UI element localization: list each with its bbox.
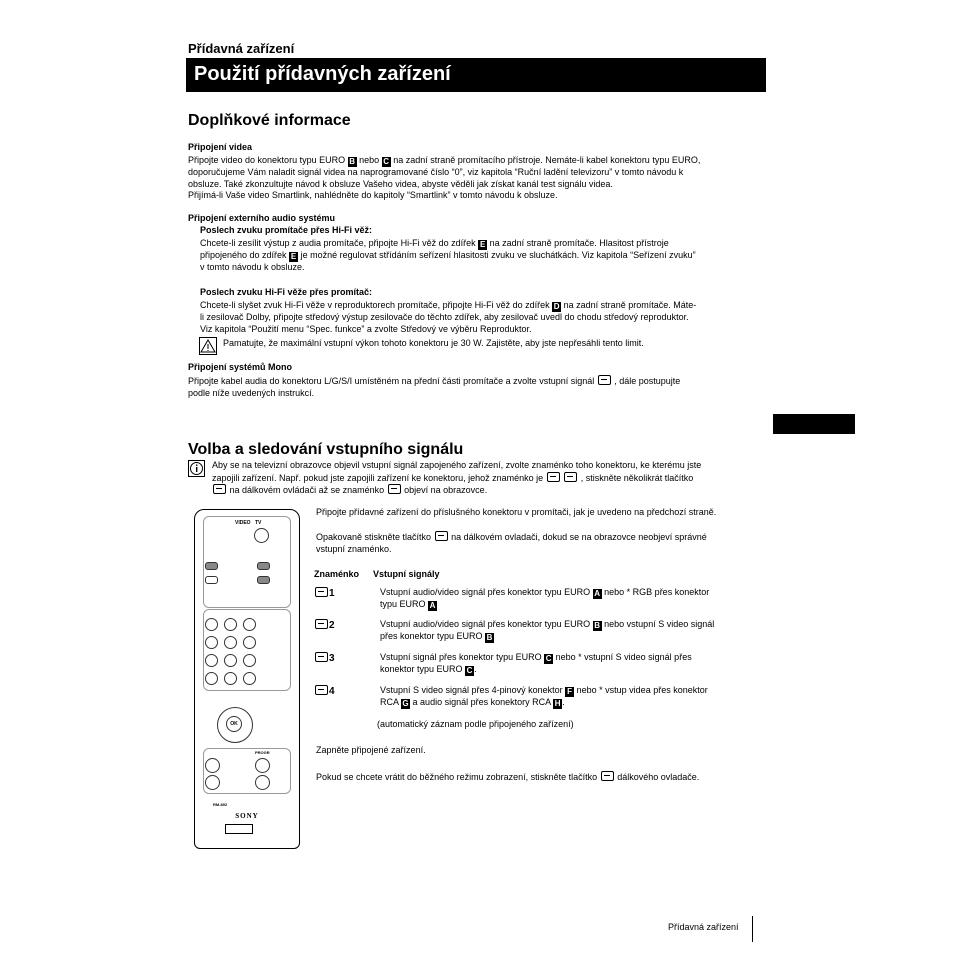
input-icon [547,472,560,482]
mono-paragraph: Připojte kabel audia do konektoru L/G/S/I umístěném na přední části promítače a zvolte vstupní signál , dále postupujte podle níže uvedených instrukcí. [188,376,681,398]
connector-d: D [553,302,560,311]
step-4: Pokud se chcete vrátit do běžného režimu zobrazení, stiskněte tlačítko dálkového ovladače. [316,772,700,782]
auto-note: (automatický záznam podle připojeného zařízení) [377,719,574,729]
step-2: Opakovaně stiskněte tlačítko na dálkovém ovladači, dokud se na obrazovce neobjeví správné vstupní znaménko. [316,532,707,554]
connector-c: C [383,157,390,166]
connector-e: E [290,252,297,261]
input-icon [598,375,611,385]
connector-e: E [479,240,486,249]
subheading-hifi-1: Poslech zvuku promítače přes Hi-Fi věž: [200,225,373,235]
info-icon [188,460,205,477]
step-3: Zapněte připojené zařízení. [316,745,426,755]
page-title: Použití přídavných zařízení [194,63,451,85]
input-icon [315,685,328,695]
warning-icon [199,337,217,355]
page-title-bar [186,58,766,92]
table-header-sign: Znaménko [314,569,360,579]
footer-divider [752,916,753,942]
footer-label: Přídavná zařízení [668,922,739,932]
step-1: Připojte přídavné zařízení do příslušného konektoru v promítači, jak je uvedeno na předchozí straně. [316,507,717,517]
video-paragraph: Připojte video do konektoru typu EURO B nebo C na zadní straně promítacího přístroje. Nemáte-li kabel konektoru typu EURO, doporučujeme Vám naladit signál videa na naprogramované číslo “0”, viz kapitola “Ruční ladění televizoru” v tomto návodu k obsluze. Také zkonzultujte návod k obsluze Vašeho videa, abyste věděli jak získat kanál test signálu videa. Přijímá-li Vaše video Smartlink, nahlédněte do kapitoly “Smartlink” v tomto návodu k obsluze. [188,155,701,200]
input-icon [315,587,328,597]
input-icon [213,484,226,494]
input-icon [315,619,328,629]
subheading-hifi-2: Poslech zvuku Hi-Fi věže přes promítač: [200,287,373,297]
chapter-tab [773,414,855,434]
volba-intro: Aby se na televizní obrazovce objevil vstupní signál zapojeného zařízení, zvolte znaménko toho konektoru, ke kterému jste zapojili zařízení. Např. pokud jste zapojili zařízení ke konektoru, jehož znaménko je , stiskněte několikrát tlačítko na dálkovém ovládači až se znaménko objeví na obrazovce. [212,460,702,495]
warning-text: Pamatujte, že maximální vstupní výkon tohoto konektoru je 30 W. Zajistěte, aby jste nepřesáhli tento limit. [223,338,644,348]
audio-paragraph-1: Chcete-li zesílit výstup z audia promítače, připojte Hi-Fi věž do zdířek E na zadní straně promítače. Hlasitost přístroje připojeného do zdířek E je možné regulovat střídáním seřízení hlasitosti zvuku ve sluchátkách. Viz kapitola “Seřízení zvuku” v tomto návodu k obsluze. [200,238,696,272]
input-icon [315,652,328,662]
heading-audio: Připojení externího audio systému [188,213,336,223]
section-label: Přídavná zařízení [188,41,295,56]
tv-icon [601,771,614,781]
remote-control: VIDEO TV OK PROGR RM-892 SONY [194,509,300,849]
connector-b: B [349,157,355,166]
input-icon [435,531,448,541]
ok-button: OK [226,716,242,732]
table-header-signals: Vstupní signály [373,569,440,579]
input-icon [564,472,577,482]
power-button [254,528,269,543]
heading-volba: Volba a sledování vstupního signálu [188,441,464,458]
heading-video: Připojení videa [188,142,253,152]
brand-logo: SONY [235,812,259,820]
input-icon [388,484,401,494]
heading-doplnkove: Doplňkové informace [188,112,351,129]
audio-paragraph-2: Chcete-li slyšet zvuk Hi-Fi věže v reproduktorech promítače, připojte Hi-Fi věž do zdířek D na zadní straně promítače. Máte- li zesilovač Dolby, připojte středový výstup zesilovače do těchto zdířek, aby zesilovač uvedl do chodu středový reproduktor. Viz kapitola “Použití menu “Spec. funkce” a zvolte Středový ve výběru Reproduktor. [200,300,697,334]
heading-mono: Připojení systémů Mono [188,362,293,372]
